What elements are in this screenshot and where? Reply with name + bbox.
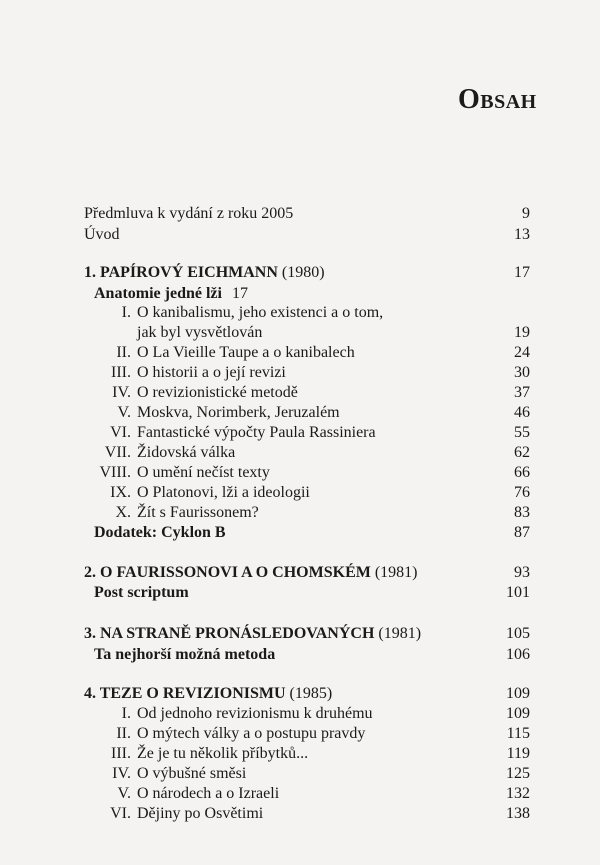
toc-roman-numeral: IV. [112,384,131,401]
toc-chapter-title [84,624,421,644]
toc-entry [0,263,600,283]
toc-page-number: 76 [514,484,530,501]
toc-page-number: 101 [506,584,530,601]
toc-chapter-title [84,684,332,704]
toc-roman-numeral: V. [117,404,131,421]
toc-roman-numeral: VI. [110,424,131,441]
toc-chapter-year: (1980) [281,264,325,281]
toc-entry [0,343,600,363]
toc-roman-numeral: II. [116,344,131,361]
toc-page-number: 17 [514,264,530,281]
toc-page-number: 55 [514,424,530,441]
toc-entry [0,204,600,224]
toc-entry-title: O národech a o Izraeli [137,785,280,802]
toc-entry [0,323,600,343]
toc-entry-title: Fantastické výpočty Paula Rassiniera [137,424,376,441]
toc-entry [0,225,600,245]
toc-entry [0,784,600,804]
page-title: Obsah [458,84,537,115]
toc-chapter-name: 1. PAPÍROVÝ EICHMANN [84,264,278,281]
toc-entry [0,624,600,644]
toc-page-number: 109 [506,705,530,722]
toc-roman-numeral: VIII. [99,464,131,481]
toc-entry [0,503,600,523]
toc-chapter-title [84,563,418,583]
toc-entry-title: O výbušné směsi [137,765,247,782]
toc-chapter-name: 2. O FAURISSONOVI A O CHOMSKÉM [84,564,371,581]
toc-chapter-year: (1981) [378,625,422,642]
toc-entry-title: Od jednoho revizionismu k druhému [137,705,373,722]
toc-section-title: Post scriptum [94,584,189,601]
toc-entry-title: O historii a o její revizi [137,364,286,381]
toc-page-number: 46 [514,404,530,421]
toc-page-number: 62 [514,444,530,461]
toc-entry-title: O revizionistické metodě [137,384,298,401]
toc-page-number: 93 [514,564,530,581]
toc-entry [0,563,600,583]
toc-roman-numeral: III. [111,364,131,381]
toc-roman-numeral: IV. [112,765,131,782]
toc-section-title: Ta nejhorší možná metoda [94,646,276,663]
toc-entry [0,523,600,543]
toc-entry [0,303,600,323]
toc-entry [0,744,600,764]
toc-entry-title: Moskva, Norimberk, Jeruzalém [137,404,340,421]
toc-roman-numeral: X. [115,504,131,521]
toc-entry-title: O La Vieille Taupe a o kanibalech [137,344,355,361]
toc-entry-title: jak byl vysvětlován [137,324,263,341]
toc-entry [0,645,600,665]
toc-roman-numeral: VI. [110,805,131,822]
toc-section-title [94,284,248,304]
toc-entry-title: Židovská válka [137,444,236,461]
toc-page-number: 37 [514,384,530,401]
toc-page-number: 119 [506,745,530,762]
toc-page-number: 105 [506,625,530,642]
toc-page-number: 125 [506,765,530,782]
toc-page-number: 19 [514,324,530,341]
toc-page-number: 138 [506,805,530,822]
toc-entry [0,403,600,423]
toc-entry [0,383,600,403]
toc-entry [0,724,600,744]
toc-entry-title: O umění nečíst texty [137,464,270,481]
toc-roman-numeral: I. [121,705,131,722]
toc-page-number: 132 [506,785,530,802]
toc-roman-numeral: V. [117,785,131,802]
toc-chapter-title [84,263,325,283]
toc-entry-title: Předmluva k vydání z roku 2005 [84,205,294,222]
toc-chapter-name: 4. TEZE O REVIZIONISMU [84,685,286,702]
toc-roman-numeral: VII. [104,444,131,461]
toc-page-number: 17 [231,285,248,302]
toc-entry [0,804,600,824]
toc-entry [0,423,600,443]
toc-page-number: 109 [506,685,530,702]
toc-chapter-name: 3. NA STRANĚ PRONÁSLEDOVANÝCH [84,625,375,642]
toc-entry-title: O mýtech války a o postupu pravdy [137,725,366,742]
toc-roman-numeral: III. [111,745,131,762]
toc-page-number: 83 [514,504,530,521]
toc-entry [0,363,600,383]
toc-page-number: 115 [506,725,530,742]
toc-roman-numeral: II. [116,725,131,742]
toc-entry-title: Žít s Faurissonem? [137,504,259,521]
toc-entry-title: Dějiny po Osvětimi [137,805,264,822]
toc-page-number: 9 [522,205,530,222]
toc-entry-title: Úvod [84,226,120,243]
toc-entry [0,583,600,603]
toc-entry-title: Že je tu několik příbytků... [137,745,309,762]
toc-entry-title: O Platonovi, lži a ideologii [137,484,310,501]
toc-section-name: Anatomie jedné lži [94,285,222,302]
toc-page-number: 66 [514,464,530,481]
toc-chapter-year: (1985) [289,685,333,702]
toc-entry-title: O kanibalismu, jeho existenci a o tom, [137,304,384,321]
toc-page-number: 87 [514,524,530,541]
toc-roman-numeral: I. [121,304,131,321]
toc-entry [0,684,600,704]
toc-chapter-year: (1981) [374,564,418,581]
toc-page-number: 106 [506,646,530,663]
toc-entry [0,284,600,304]
toc-roman-numeral: IX. [110,484,131,501]
toc-entry [0,764,600,784]
toc-entry [0,463,600,483]
toc-page-number: 24 [514,344,530,361]
toc-page-number: 13 [514,226,530,243]
toc-page-number: 30 [514,364,530,381]
toc-entry [0,483,600,503]
toc-entry [0,443,600,463]
toc-entry [0,704,600,724]
toc-section-title: Dodatek: Cyklon B [94,524,226,541]
